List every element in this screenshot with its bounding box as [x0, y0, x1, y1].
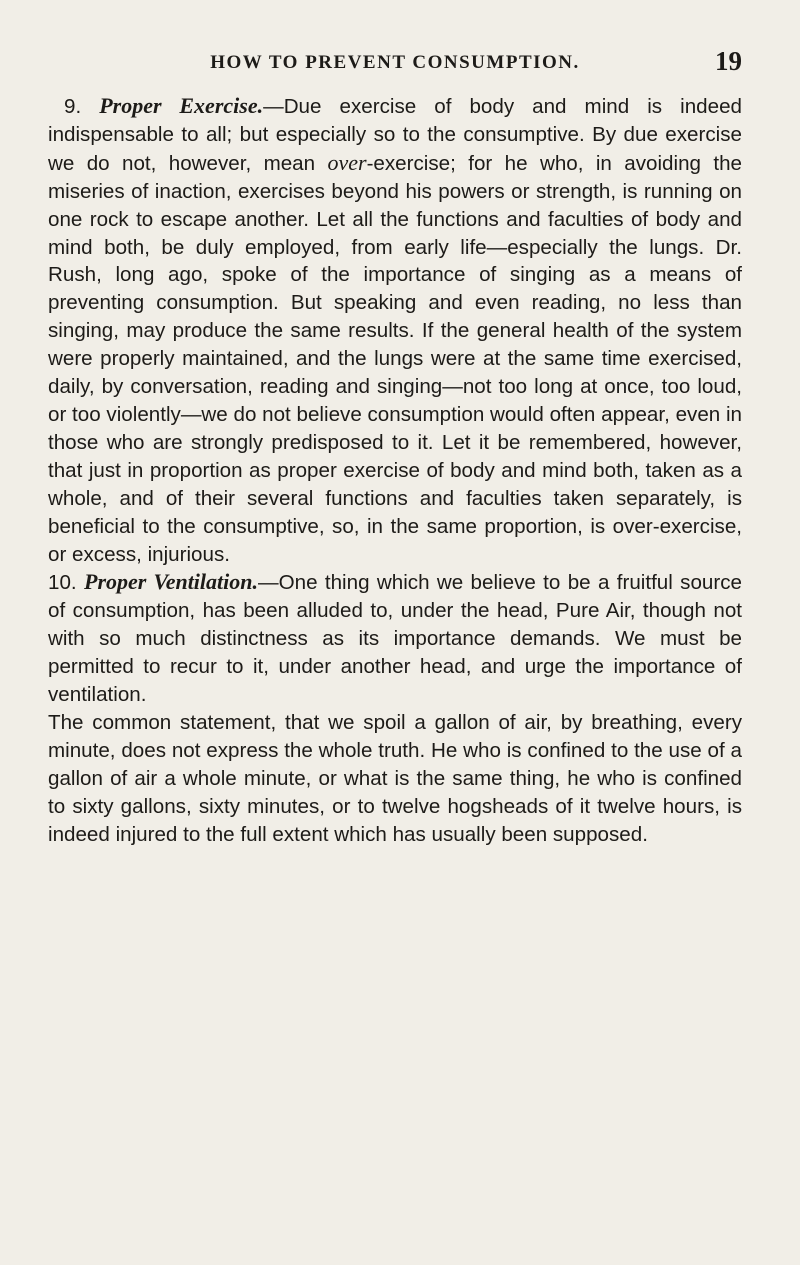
paragraph-text: One thing which we believe to be a fruitful source of consumption, has been alluded to, under the head, Pure Air, though not with so much distinctness as its importance demands. We must be permitted to recur to it, under another head, and urge the importance of ventilation.	[48, 571, 742, 707]
running-title: HOW TO PREVENT CONSUMPTION.	[210, 52, 580, 73]
body-text	[48, 92, 742, 848]
section-number: 10.	[48, 571, 77, 595]
section-number: 9.	[64, 95, 82, 118]
emphasized-word: over	[327, 149, 367, 175]
heading-dash: —	[263, 95, 284, 118]
paragraph-gallon-of-air	[48, 709, 742, 849]
running-head	[48, 44, 742, 92]
section-heading: Proper Ventilation.	[84, 569, 258, 595]
paragraph-proper-ventilation	[48, 568, 742, 709]
page-number: 19	[715, 46, 742, 76]
paragraph-text: Due exercise of body and mind is indeed indispensable to all; but especially so to the consumptive. By due exercise we do not, however, mean	[48, 95, 742, 175]
paragraph-text: The common statement, that we spoil a gallon of air, by breathing, every minute, does not express the whole truth. He who is confined to the use of a gallon of air a whole minute, or what is the same thing, he who is confined to sixty gallons, sixty minutes, or to twelve hogsheads of it twelve hours, is indeed injured to the full extent which has usually been supposed.	[48, 710, 742, 846]
heading-dash: —	[258, 571, 279, 595]
paragraph-proper-exercise	[48, 92, 742, 568]
paragraph-text-continued: -exercise; for he who, in avoiding the miseries of inaction, exercises beyond his powers or strength, is running on one rock to escape another. Let all the functions and faculties of body and mind both, be duly employed, from early life—especially the lungs. Dr. Rush, long ago, spoke of the importance of singing as a means of preventing consumption. But speaking and even reading, no less than singing, may produce the same results. If the general health of the system were properly maintained, and the lungs were at the same time exercised, daily, by conversation, reading and singing—not too long at once, too loud, or too violently—we do not believe consumption would often appear, even in those who are strongly predisposed to it. Let it be remembered, however, that just in proportion as proper exercise of body and mind both, taken as a whole, and of their several functions and faculties taken separately, is beneficial to the consumptive, so, in the same proportion, is over-exercise, or excess, injurious.	[48, 151, 742, 566]
section-heading: Proper Exercise.	[99, 93, 264, 118]
